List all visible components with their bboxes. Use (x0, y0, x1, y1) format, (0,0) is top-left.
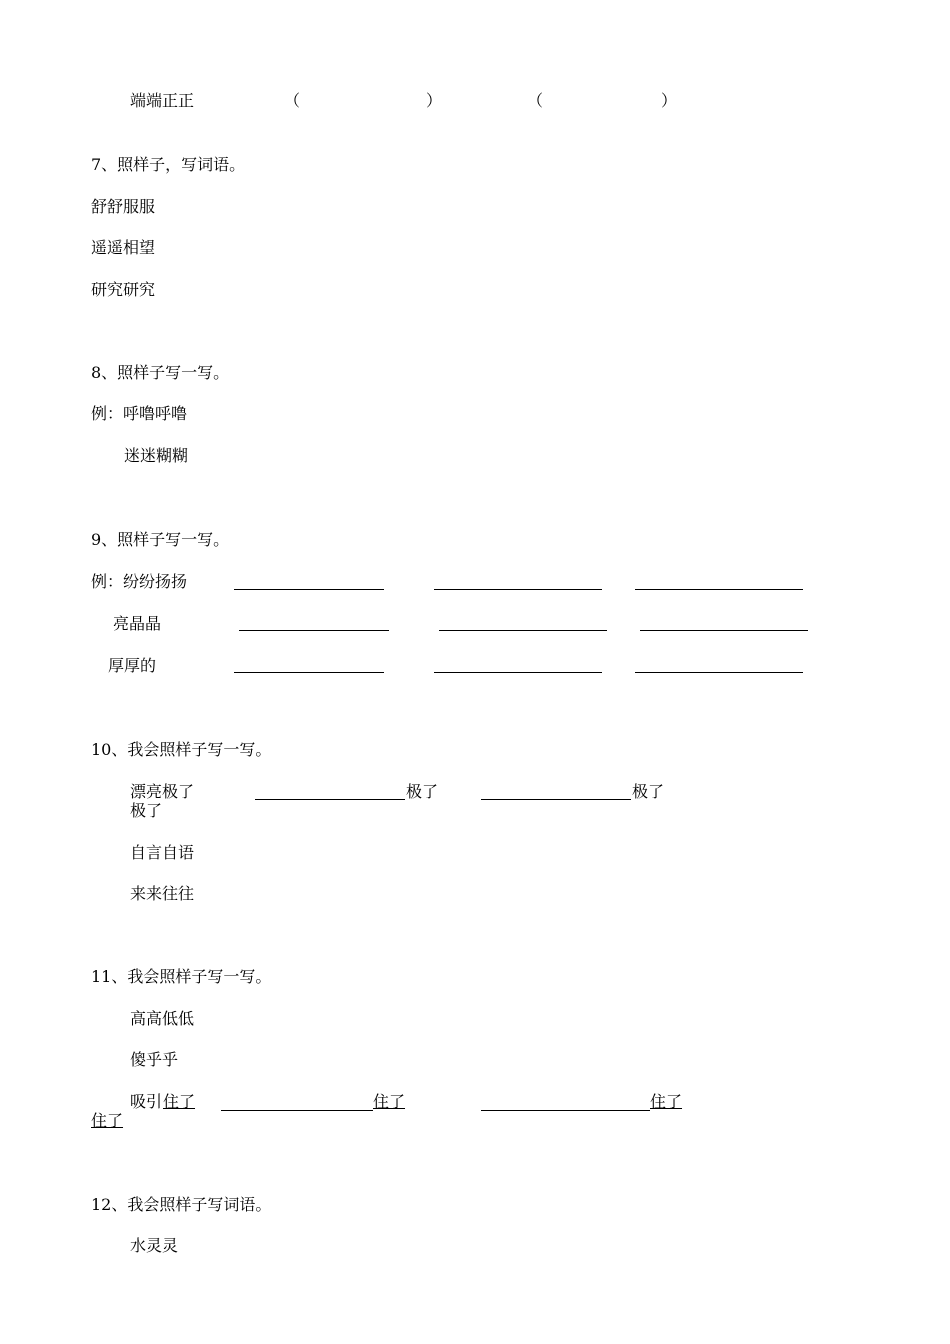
q7-item: 遥遥相望 (91, 238, 156, 257)
q10-example: 漂亮极了 (130, 782, 195, 801)
q10-wrap: 极了 (130, 801, 163, 820)
q9-row-label: 厚厚的 (108, 656, 157, 675)
q9-blank[interactable] (234, 672, 384, 673)
q8-title: 8、照样子写一写。 (91, 363, 230, 382)
q10-blank[interactable] (255, 799, 405, 800)
q9-title: 9、照样子写一写。 (91, 530, 230, 549)
q9-blank[interactable] (434, 589, 602, 590)
q6-example: 端端正正 (130, 91, 195, 110)
q9-blank[interactable] (239, 630, 389, 631)
q6-paren-open-2: （ (527, 91, 544, 110)
q10-item: 自言自语 (130, 843, 195, 862)
q10-item: 来来往往 (130, 884, 195, 903)
q11-wrap: 住了 (91, 1111, 124, 1130)
q11-example-prefix: 吸引 (130, 1092, 163, 1111)
q6-paren-close-1: ） (426, 91, 443, 110)
q12-item: 水灵灵 (130, 1236, 179, 1255)
q10-blank[interactable] (481, 799, 631, 800)
q9-blank[interactable] (234, 589, 384, 590)
q10-suffix: 极了 (406, 782, 439, 801)
q10-title: 10、我会照样子写一写。 (91, 740, 272, 759)
q11-blank-suffix: 住了 (650, 1092, 683, 1111)
q11-example-suffix: 住了 (163, 1092, 196, 1111)
q9-blank[interactable] (439, 630, 607, 631)
q8-example: 例：呼噜呼噜 (91, 404, 188, 423)
q11-item: 傻乎乎 (130, 1050, 179, 1069)
q9-blank[interactable] (635, 589, 803, 590)
q7-item: 研究研究 (91, 280, 156, 299)
q7-title: 7、照样子，写词语。 (91, 155, 246, 174)
q6-paren-open-1: （ (284, 91, 301, 110)
q11-blank[interactable] (221, 1110, 373, 1111)
q12-title: 12、我会照样子写词语。 (91, 1195, 272, 1214)
q8-item: 迷迷糊糊 (124, 446, 189, 465)
q6-paren-close-2: ） (661, 91, 678, 110)
q11-blank-suffix: 住了 (373, 1092, 406, 1111)
q9-row-label: 亮晶晶 (113, 614, 162, 633)
q11-item: 高高低低 (130, 1009, 195, 1028)
q9-blank[interactable] (640, 630, 808, 631)
q11-blank[interactable] (481, 1110, 650, 1111)
q9-row-label: 例：纷纷扬扬 (91, 572, 188, 591)
q9-blank[interactable] (635, 672, 803, 673)
q11-title: 11、我会照样子写一写。 (91, 967, 272, 986)
q7-item: 舒舒服服 (91, 197, 156, 216)
q9-blank[interactable] (434, 672, 602, 673)
q10-suffix: 极了 (632, 782, 665, 801)
